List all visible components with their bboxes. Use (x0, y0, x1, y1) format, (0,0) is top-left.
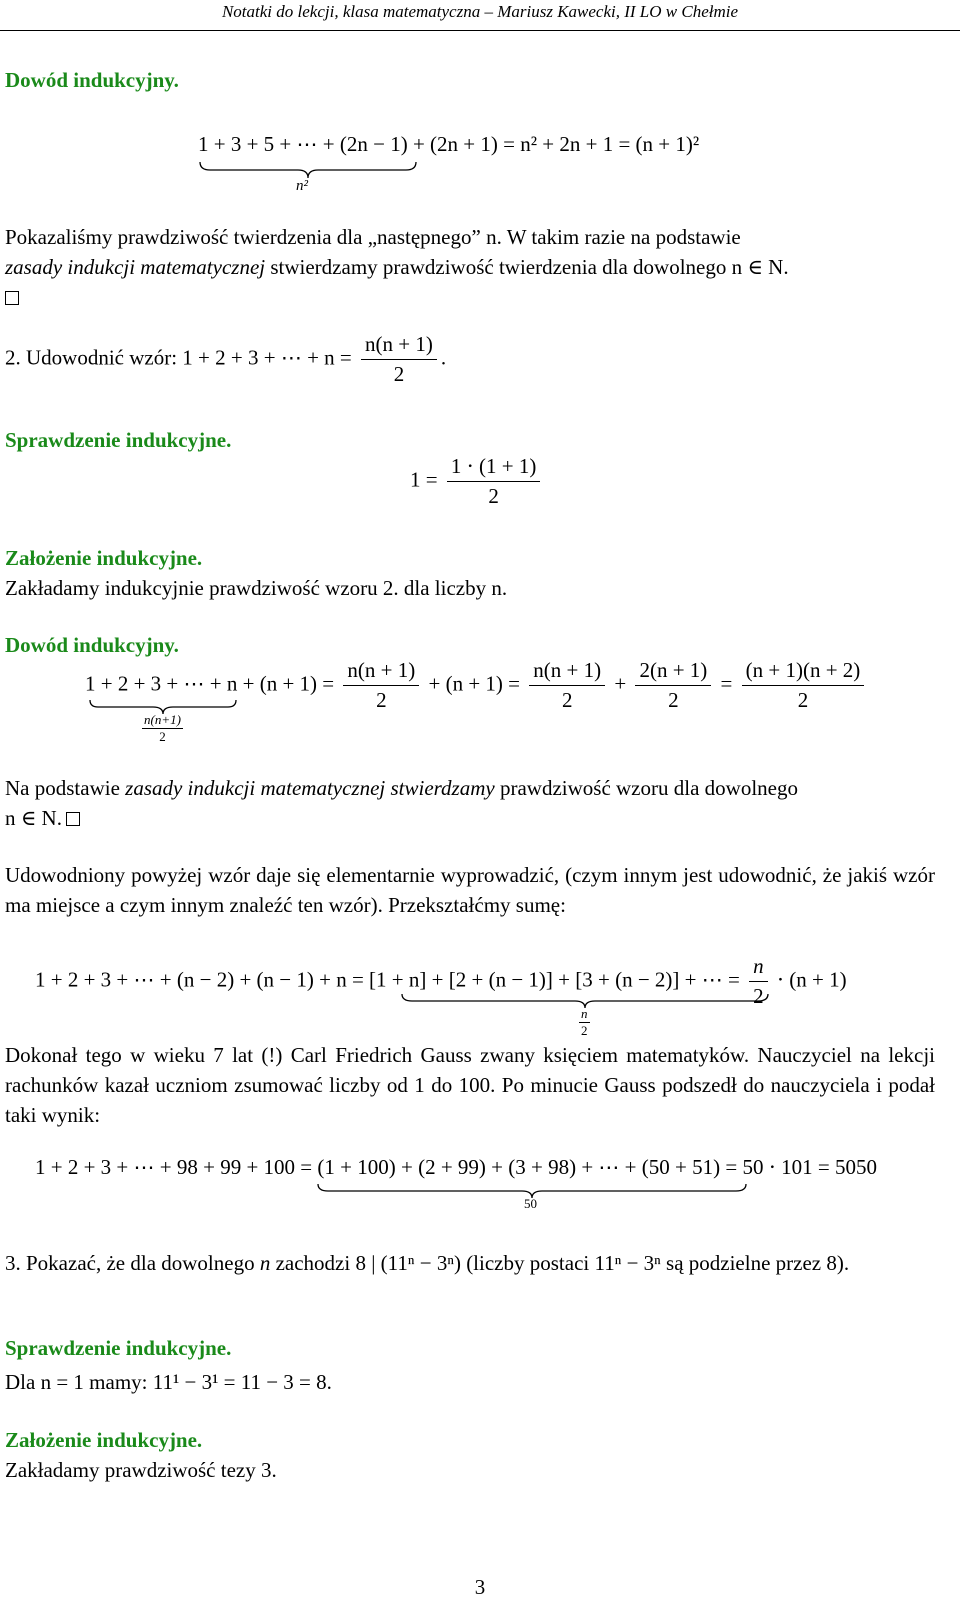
s1-underbrace (198, 160, 418, 182)
p2-gauss-brace-label: 50 (524, 1196, 537, 1211)
s1-formula: 1 + 3 + 5 + ⋯ + (2n − 1) + (2n + 1) = n² + 2n + 1 = (n + 1)² (198, 132, 700, 156)
p3-assume-text: Zakładamy prawdziwość tezy 3. (5, 1458, 277, 1482)
header-rule (0, 30, 960, 31)
p2-assume-text: Zakładamy indukcyjnie prawdziwość wzoru 2. dla liczby n. (5, 576, 508, 600)
s1-heading: Dowód indukcyjny. (5, 68, 179, 92)
p2-brace-label: n(n+1) 2 (144, 712, 181, 744)
page-number: 3 (474, 1575, 486, 1599)
qed-box-2 (66, 812, 80, 826)
qed-box-1 (5, 282, 935, 312)
s1-conclusion-line-b (5, 252, 935, 282)
p2-gauss-intro: Udowodniony powyżej wzór daje się elementarnie wyprowadzić, (czym innym jest udowodnić, że jakiś wzór ma miejsce a czym innym znaleźć ten wzór). Przekształćmy sumę: (5, 863, 935, 917)
p2-check-formula: 1 = $\frac{1 \cdot (1 + 1)}{2}$ (410, 454, 544, 509)
s1-conclusion (5, 222, 935, 312)
p3-assume-heading: Założenie indukcyjne. (5, 1428, 203, 1452)
p2-gauss-formula: 1 + 2 + 3 + ⋯ + 98 + 99 + 100 = (1 + 100) + (2 + 99) + (3 + 98) + ⋯ + (50 + 51) = 50 ⋅ 101 = 5050 (35, 1155, 877, 1179)
p2-sum-formula: 1 + 2 + 3 + ⋯ + (n − 2) + (n − 1) + n = [1 + n] + [2 + (n − 1)] + [3 + (n − 2)] + ⋯ = $\frac{n}{2}$ ⋅ (n + 1) (35, 954, 847, 1008)
s1-conclusion-line-a: Pokazaliśmy prawdziwość twierdzenia dla „następnego” n. W takim razie na podstawie (5, 225, 741, 249)
p2-check-heading: Sprawdzenie indukcyjne. (5, 428, 232, 452)
p2-dot: . (440, 345, 447, 370)
p2-proof-heading: Dowód indukcyjny. (5, 633, 179, 657)
p2-conclusion-line-b: n ∈ N. (5, 803, 935, 833)
p3-statement: 3. Pokazać, że dla dowolnego n zachodzi 8 | (11ⁿ − 3ⁿ) (liczby postaci 11ⁿ − 3ⁿ są podzielne przez 8). (5, 1251, 850, 1275)
p3-check-heading: Sprawdzenie indukcyjne. (5, 1336, 232, 1360)
p2-proof-formula: 1 + 2 + 3 + ⋯ + n + (n + 1) = $\frac{n(n + 1)}{2}$ + (n + 1) = $\frac{n(n + 1)}{2}$ + $\frac{2(n + 1)}{2}$ = $\frac{(n + 1)(n + 2)}{2}$ (85, 658, 868, 713)
p2-fraction: $\frac{n(n + 1)}{2}$ (361, 332, 437, 387)
p2-statement (5, 332, 446, 387)
p2-assume-heading: Założenie indukcyjne. (5, 546, 203, 570)
p2-lead: 2. Udowodnić wzór: 1 + 2 + 3 + ⋯ + n = (5, 345, 352, 370)
p3-check-text: Dla n = 1 mamy: 11¹ − 3¹ = 11 − 3 = 8. (5, 1370, 332, 1394)
s1-conclusion-italic: zasady indukcji matematycznej (5, 255, 266, 279)
s1-brace-label: n² (296, 178, 308, 194)
page-header: Notatki do lekcji, klasa matematyczna – Mariusz Kawecki, II LO w Chełmie (221, 2, 739, 21)
s1-conclusion-rest: stwierdzamy prawdziwość twierdzenia dla dowolnego n ∈ N. (265, 255, 789, 279)
p2-sum-brace-label: n 2 (581, 1006, 588, 1038)
p2-gauss-story: Dokonał tego w wieku 7 lat (!) Carl Friedrich Gauss zwany księciem matematyków. Nauczyciel na lekcji rachunków kazał uczniom zsumować liczby od 1 do 100. Po minucie Gauss podszedł do nauczyciela i podał taki wynik: (5, 1043, 935, 1127)
p2-conclusion-line-a: Na podstawie zasady indukcji matematycznej stwierdzamy prawdziwość wzoru dla dowolnego (5, 776, 798, 800)
p2-conclusion (5, 773, 935, 833)
